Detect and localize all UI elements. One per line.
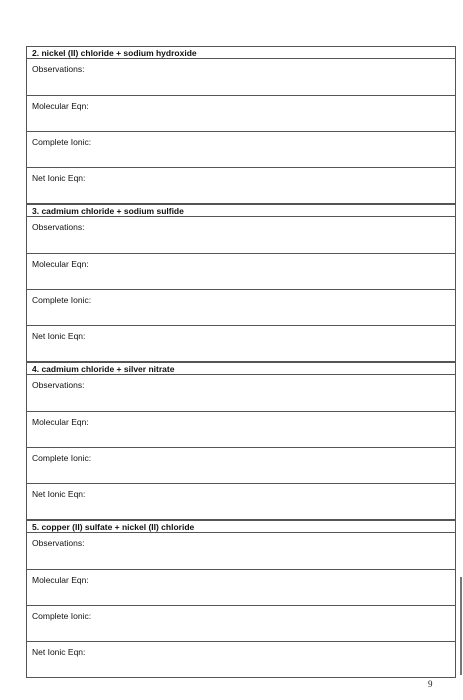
net-ionic-eqn-field[interactable]: Net Ionic Eqn: bbox=[26, 484, 456, 520]
complete-ionic-field[interactable]: Complete Ionic: bbox=[26, 132, 456, 168]
net-ionic-eqn-field[interactable]: Net Ionic Eqn: bbox=[26, 326, 456, 362]
molecular-eqn-field[interactable]: Molecular Eqn: bbox=[26, 570, 456, 606]
molecular-eqn-field[interactable]: Molecular Eqn: bbox=[26, 412, 456, 448]
complete-ionic-field[interactable]: Complete Ionic: bbox=[26, 448, 456, 484]
worksheet bbox=[26, 46, 456, 678]
page-edge-divider bbox=[460, 577, 462, 675]
net-ionic-eqn-field[interactable]: Net Ionic Eqn: bbox=[26, 168, 456, 204]
net-ionic-eqn-field[interactable]: Net Ionic Eqn: bbox=[26, 642, 456, 678]
section-4 bbox=[26, 362, 456, 520]
complete-ionic-field[interactable]: Complete Ionic: bbox=[26, 290, 456, 326]
section-title: 5. copper (II) sulfate + nickel (II) chloride bbox=[26, 520, 456, 533]
observations-field[interactable]: Observations: bbox=[26, 217, 456, 254]
observations-field[interactable]: Observations: bbox=[26, 375, 456, 412]
section-title: 2. nickel (II) chloride + sodium hydroxide bbox=[26, 46, 456, 59]
molecular-eqn-field[interactable]: Molecular Eqn: bbox=[26, 254, 456, 290]
molecular-eqn-field[interactable]: Molecular Eqn: bbox=[26, 96, 456, 132]
section-title: 3. cadmium chloride + sodium sulfide bbox=[26, 204, 456, 217]
section-title: 4. cadmium chloride + silver nitrate bbox=[26, 362, 456, 375]
section-3 bbox=[26, 204, 456, 362]
observations-field[interactable]: Observations: bbox=[26, 533, 456, 570]
page-number: 9 bbox=[428, 679, 433, 689]
complete-ionic-field[interactable]: Complete Ionic: bbox=[26, 606, 456, 642]
section-5 bbox=[26, 520, 456, 678]
section-2 bbox=[26, 46, 456, 204]
observations-field[interactable]: Observations: bbox=[26, 59, 456, 96]
